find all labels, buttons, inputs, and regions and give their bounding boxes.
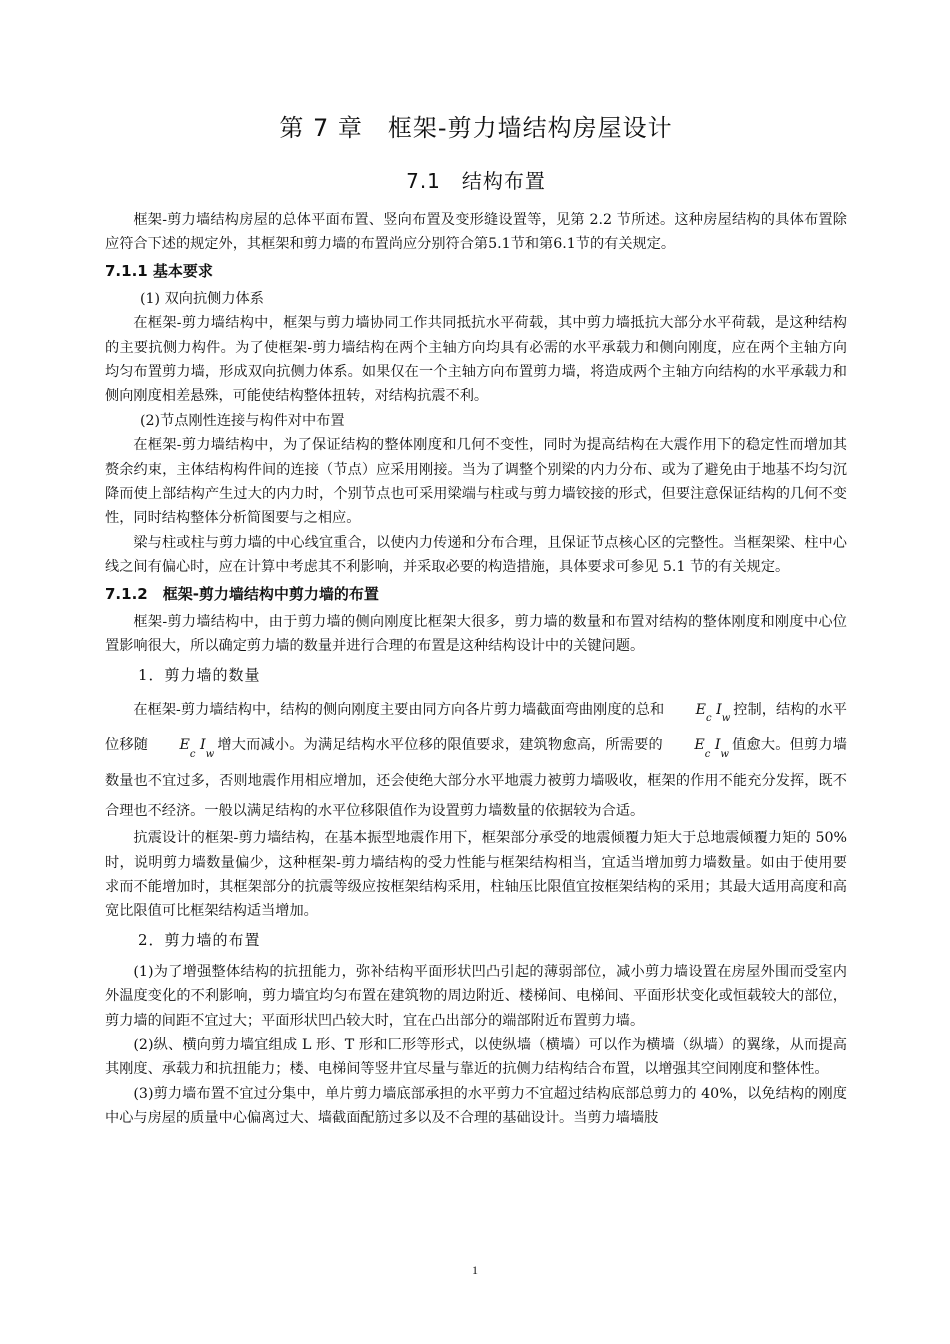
intro-paragraph: 框架-剪力墙结构房屋的总体平面布置、竖向布置及变形缝设置等，见第 2.2 节所述。这种房屋结构的具体布置除应符合下述的规定外，其框架和剪力墙的布置尚应分别符合第5.1节和第6.1节的有关规定。	[105, 212, 847, 253]
subsection-title-7-1-2: 7.1.2 框架-剪力墙结构中剪力墙的布置	[105, 584, 379, 603]
symbol-EcIw: $E_c$ $I_w$	[179, 737, 215, 761]
paragraph-layout-2: (2)纵、横向剪力墙宜组成 L 形、T 形和匚形等形式，以使纵墙（横墙）可以作为横墙（纵墙）的翼缘，从而提高其刚度、承载力和抗扭能力；楼、电梯间等竖井宜尽量与靠近的抗侧力结构结合布置，以增强其空间刚度和整体性。	[105, 1037, 847, 1078]
item-title-1: (1) 双向抗侧力体系	[140, 290, 264, 307]
document-page	[105, 100, 847, 1131]
page-number: 1	[472, 1263, 478, 1277]
symbol-EcIw: $E_c$ $I_w$	[695, 701, 731, 725]
symbol-EcIw: $E_c$ $I_w$	[694, 737, 729, 761]
heading-wall-count: 1．剪力墙的数量	[138, 665, 261, 684]
chapter-title: 第 7 章 框架-剪力墙结构房屋设计	[279, 114, 673, 142]
item-text-2: 在框架-剪力墙结构中，为了保证结构的整体刚度和几何不变性，同时为提高结构在大震作用下的稳定性而增加其赘余约束，主体结构构件间的连接（节点）应采用刚接。当为了调整个别梁的内力分布、或为了避免由于地基不均匀沉降而使上部结构产生过大的内力时，个别节点也可采用梁端与柱或与剪力墙铰接的形式，但要注意保证结构的几何不变性，同时结构整体分析简图要与之相应。	[105, 437, 847, 527]
item-text-1: 在框架-剪力墙结构中，框架与剪力墙协同工作共同抵抗水平荷载，其中剪力墙抵抗大部分水平荷载，是这种结构的主要抗侧力构件。为了使框架-剪力墙结构在两个主轴方向均具有必需的水平承载力和侧向刚度，应在两个主轴方向均匀布置剪力墙，形成双向抗侧力体系。如果仅在一个主轴方向布置剪力墙，将造成两个主轴方向结构的水平承载力和侧向刚度相差悬殊，可能使结构整体扭转，对结构抗震不利。	[105, 315, 847, 405]
item-title-2: (2)节点刚性连接与构件对中布置	[140, 412, 345, 429]
subsection-intro-7-1-2: 框架-剪力墙结构中，由于剪力墙的侧向刚度比框架大很多，剪力墙的数量和布置对结构的整体刚度和刚度中心位置影响很大，所以确定剪力墙的数量并进行合理的布置是这种结构设计中的关键问题。	[105, 613, 847, 655]
section-title: 7.1 结构布置	[406, 169, 546, 193]
paragraph-wall-count-2: 抗震设计的框架-剪力墙结构，在基本振型地震作用下，框架部分承受的地震倾覆力矩大于总地震倾覆力矩的 50%时，说明剪力墙数量偏少，这种框架-剪力墙结构的受力性能与框架结构相当，宜适当增加剪力墙数量。如由于使用要求而不能增加时，其框架部分的抗震等级应按框架结构采用，柱轴压比限值宜按框架结构的采用；其最大适用高度和高宽比限值可比框架结构适当增加。	[105, 830, 847, 920]
item-text-2b: 梁与柱或柱与剪力墙的中心线宜重合，以使内力传递和分布合理，且保证节点核心区的完整性。当框架梁、柱中心线之间有偏心时，应在计算中考虑其不利影响，并采取必要的构造措施，具体要求可参见 5.1 节的有关规定。	[105, 534, 847, 576]
paragraph-layout-1: (1)为了增强整体结构的抗扭能力，弥补结构平面形状凹凸引起的薄弱部位，减小剪力墙设置在房屋外围而受室内外温度变化的不利影响，剪力墙宜均匀布置在建筑物的周边附近、楼梯间、电梯间、平面形状变化或恒载较大的部位，剪力墙的间距不宜过大；平面形状凹凸较大时，宜在凸出部分的端部附近布置剪力墙。	[105, 963, 847, 1029]
paragraph-layout-3: (3)剪力墙布置不宜过分集中，单片剪力墙底部承担的水平剪力不宜超过结构底部总剪力的 40%，以免结构的刚度中心与房屋的质量中心偏离过大、墙截面配筋过多以及不合理的基础设计。当剪力墙墙肢	[105, 1085, 847, 1127]
subsection-title-7-1-1: 7.1.1 基本要求	[105, 261, 213, 280]
paragraph-wall-count: 在框架-剪力墙结构中，结构的侧向刚度主要由同方向各片剪力墙截面弯曲刚度的总和 $E_c$ $I_w$控制，结构的水平位移随 $E_c$ $I_w$增大而减小。为满足结构水平位移的限值要求，建筑物愈高，所需要的 $E_c$ $I_w$值愈大。但剪力墙数量也不宜过多，否则地震作用相应增加，还会使绝大部分水平地震力被剪力墙吸收，框架的作用不能充分发挥，既不合理也不经济。一般以满足结构的水平位移限值作为设置剪力墙数量的依据较为合适。	[105, 695, 847, 827]
heading-wall-layout: 2．剪力墙的布置	[138, 930, 261, 949]
